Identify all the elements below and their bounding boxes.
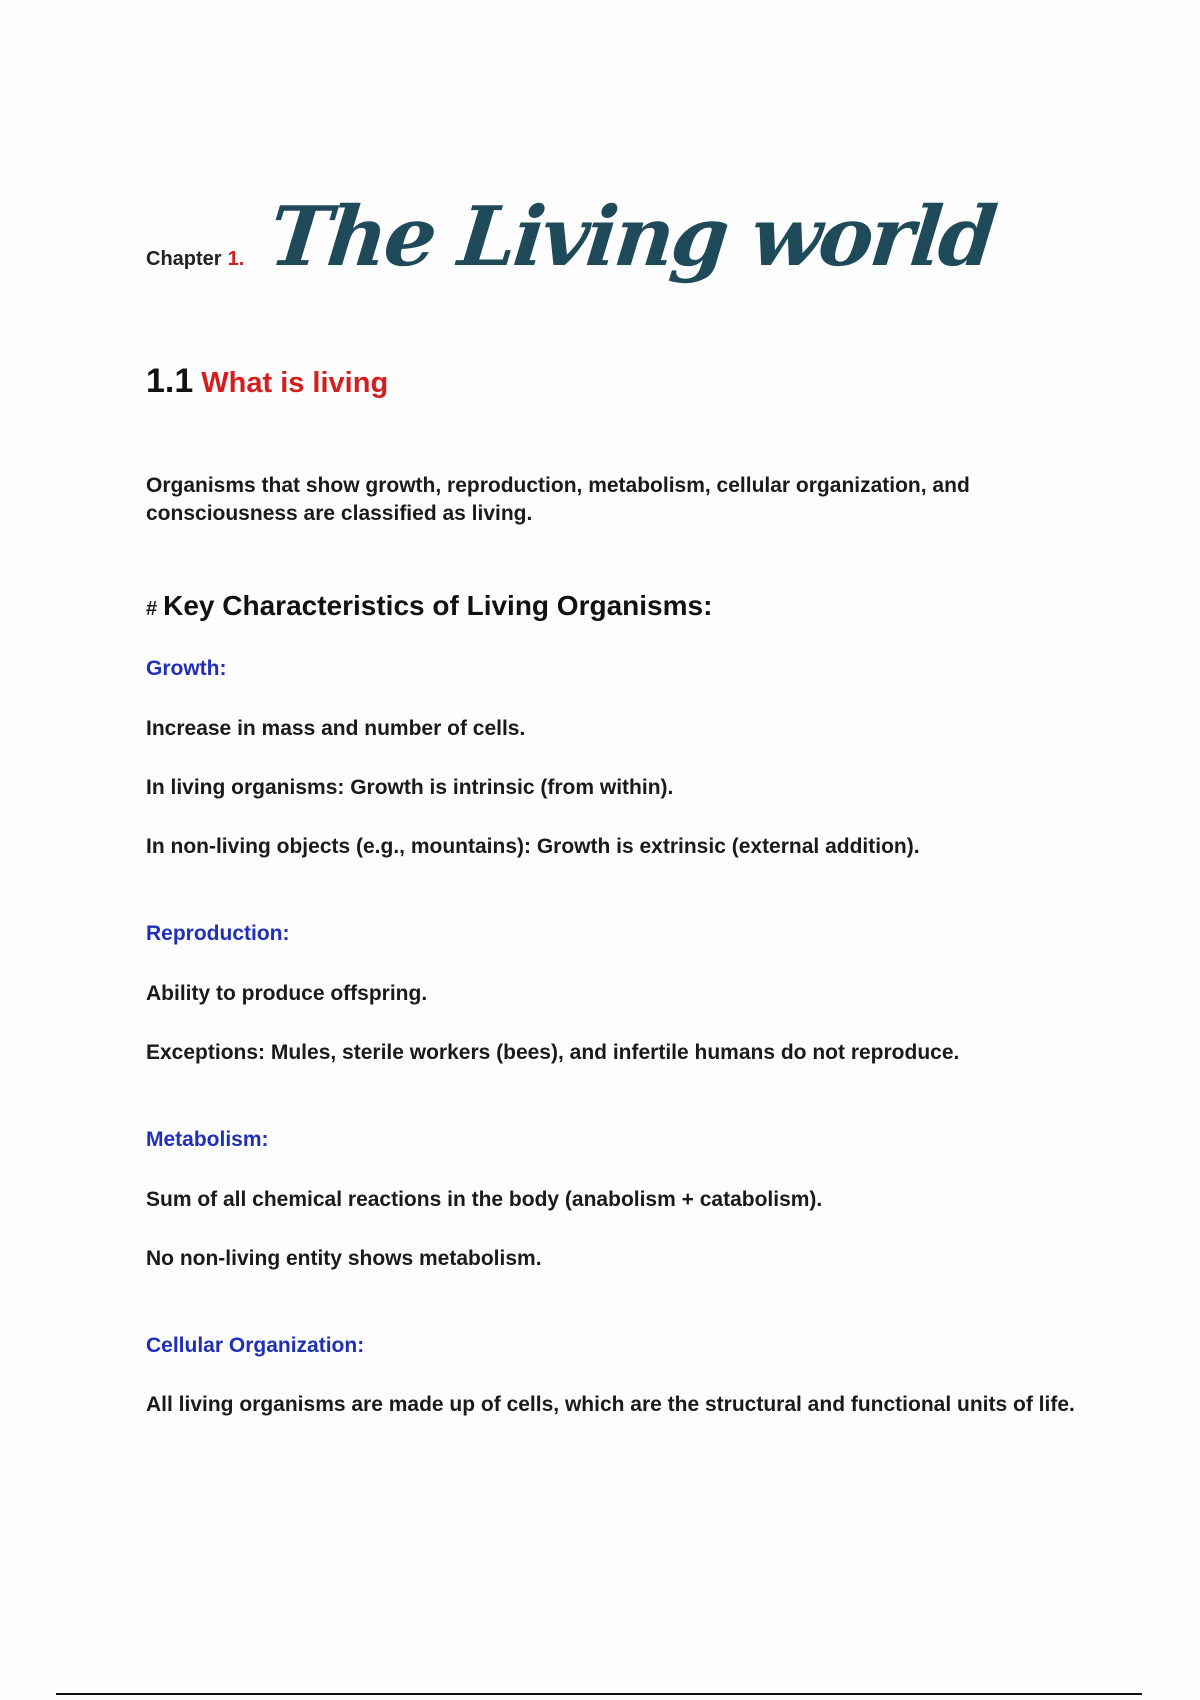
cellular-organization-heading: Cellular Organization: (146, 1334, 365, 1357)
growth-point-1: Increase in mass and number of cells. (146, 717, 526, 740)
chapter-header (146, 189, 999, 285)
metabolism-heading: Metabolism: (146, 1128, 269, 1151)
growth-point-3: In non-living objects (e.g., mountains): Growth is extrinsic (external addition). (146, 835, 920, 858)
section-number: 1.1 (146, 362, 194, 400)
chapter-title: The Living world (265, 189, 999, 285)
reproduction-point-1: Ability to produce offspring. (146, 982, 428, 1005)
metabolism-point-1: Sum of all chemical reactions in the body (anabolism + catabolism). (146, 1188, 823, 1211)
cellular-organization-point-1: All living organisms are made up of cells, which are the structural and functional units of life. (146, 1393, 1075, 1416)
reproduction-heading: Reproduction: (146, 922, 290, 945)
key-characteristics-heading (146, 590, 712, 622)
metabolism-point-2: No non-living entity shows metabolism. (146, 1247, 542, 1270)
growth-heading: Growth: (146, 657, 227, 680)
chapter-label: Chapter (146, 248, 222, 270)
key-characteristics-title: Key Characteristics of Living Organisms: (163, 590, 713, 621)
chapter-number: 1. (227, 248, 245, 270)
growth-point-2: In living organisms: Growth is intrinsic (from within). (146, 776, 674, 799)
section-heading (146, 362, 388, 401)
section-title: What is living (201, 367, 389, 399)
reproduction-point-2: Exceptions: Mules, sterile workers (bees), and infertile humans do not reproduce. (146, 1041, 960, 1064)
footer-rule (56, 1693, 1142, 1695)
intro-paragraph: Organisms that show growth, reproduction, metabolism, cellular organization, and consciousness are classified as living. (146, 474, 970, 525)
hash-mark: # (146, 598, 158, 620)
